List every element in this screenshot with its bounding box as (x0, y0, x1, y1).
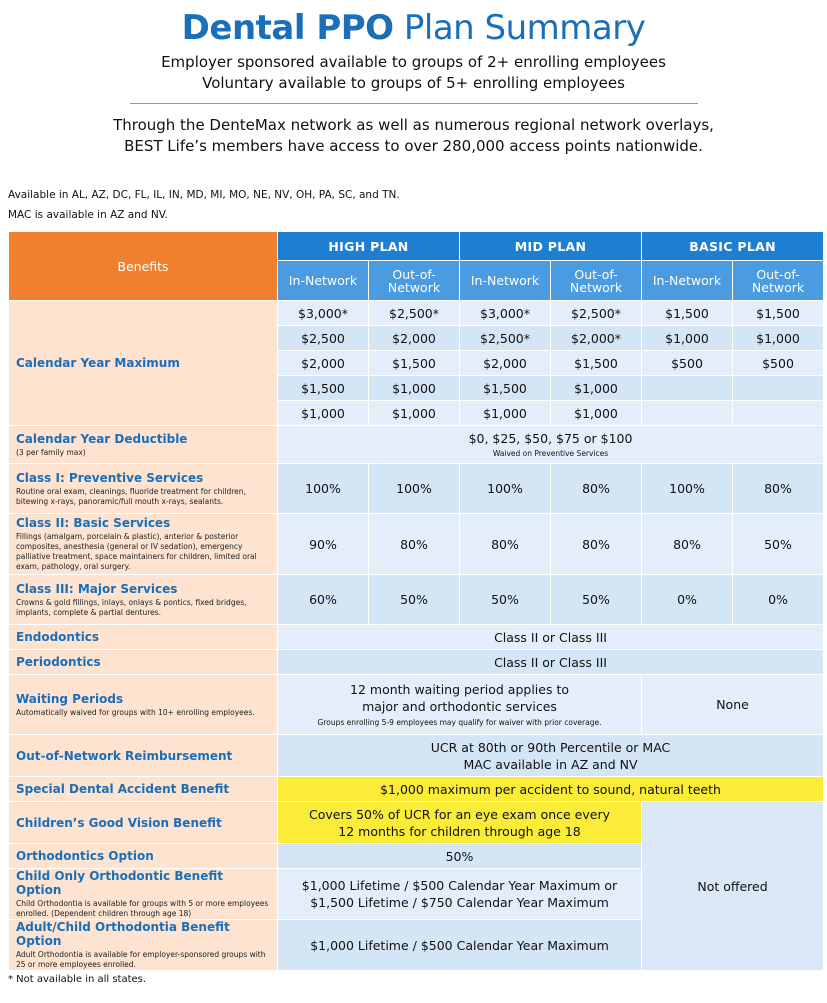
cym-cell: $2,500* (369, 301, 460, 326)
child-ortho-value-1: $1,000 Lifetime / $500 Calendar Year Maximum or (301, 878, 618, 893)
class2-cell: 80% (551, 514, 642, 575)
cym-cell: $2,500 (278, 326, 369, 351)
accident-label-cell (9, 777, 278, 802)
oon-label: Out-of-Network Reimbursement (16, 748, 233, 763)
cym-cell: $1,000 (642, 326, 733, 351)
deductible-value-cell (278, 426, 824, 464)
child-ortho-desc: Child Orthodontia is available for groups with 5 or more employees enrolled. (Dependent children through age 18) (16, 899, 269, 918)
cym-cell: $2,000 (460, 351, 551, 376)
ortho-label: Orthodontics Option (16, 849, 154, 863)
waiting-value-cell (278, 675, 642, 735)
ortho-value: 50% (278, 844, 642, 869)
child-ortho-value-2: $1,500 Lifetime / $750 Calendar Year Maximum (310, 895, 609, 910)
waiting-label: Waiting Periods (16, 691, 124, 706)
cym-cell: $1,500 (733, 301, 824, 326)
vision-value-1: Covers 50% of UCR for an eye exam once every (309, 806, 610, 822)
endo-label-cell (9, 625, 278, 650)
basic-plan-header: BASIC PLAN (642, 232, 824, 261)
class3-cell: 0% (642, 575, 733, 625)
cym-cell (733, 376, 824, 401)
cym-label-cell (9, 301, 278, 426)
benefits-header: Benefits (9, 232, 278, 301)
endo-label: Endodontics (16, 630, 100, 644)
child-ortho-label: Child Only Orthodontic Benefit Option (16, 869, 223, 897)
class1-desc: Routine oral exam, cleanings, fluoride treatment for children, bitewing x-rays, panoramic/full mouth x-rays, sealants. (16, 486, 246, 506)
intro-line-1: Through the DenteMax network as well as numerous regional network overlays, (113, 116, 714, 134)
basic-out-network-header: Out-of-Network (733, 261, 824, 301)
high-plan-header: HIGH PLAN (278, 232, 460, 261)
cym-cell: $3,000* (460, 301, 551, 326)
class3-desc: Crowns & gold fillings, inlays, onlays & pontics, fixed bridges, implants, complete & partial dentures. (16, 597, 247, 617)
subtitle-voluntary: Voluntary available to groups of 5+ enrolling employees (202, 74, 625, 92)
adult-ortho-label-cell (9, 920, 278, 971)
cym-cell: $2,000* (551, 326, 642, 351)
high-in-network-header: In-Network (278, 261, 369, 301)
adult-ortho-desc: Adult Orthodontia is available for employer-sponsored groups with 25 or more employees enrolled. (16, 950, 266, 969)
vision-value-2: 12 months for children through age 18 (338, 823, 581, 839)
title-light: Plan Summary (403, 8, 646, 48)
class1-cell: 100% (369, 464, 460, 514)
class3-label-cell (9, 575, 278, 625)
class3-label: Class III: Major Services (16, 581, 178, 596)
cym-cell: $2,500* (551, 301, 642, 326)
cym-cell (642, 376, 733, 401)
ortho-label-cell (9, 844, 278, 869)
title-bold: Dental PPO (181, 8, 394, 48)
class3-cell: 50% (369, 575, 460, 625)
waiting-label-cell (9, 675, 278, 735)
class3-cell: 50% (460, 575, 551, 625)
mid-plan-header: MID PLAN (460, 232, 642, 261)
page-title (0, 8, 827, 48)
child-ortho-value-cell (278, 869, 642, 920)
vision-value-cell (278, 802, 642, 844)
cym-cell: $1,500 (369, 351, 460, 376)
class3-cell: 50% (551, 575, 642, 625)
divider (130, 103, 698, 104)
deductible-value: $0, $25, $50, $75 or $100 (468, 431, 633, 446)
waiting-value-2: major and orthodontic services (362, 699, 557, 714)
class1-label: Class I: Preventive Services (16, 470, 204, 485)
high-out-network-header: Out-of-Network (369, 261, 460, 301)
deductible-note: Waived on Preventive Services (492, 449, 609, 458)
footnote: * Not available in all states. (8, 974, 147, 985)
cym-cell (733, 401, 824, 426)
cym-cell: $1,500 (460, 376, 551, 401)
mac-note: MAC is available in AZ and NV. (8, 209, 168, 221)
endo-value: Class II or Class III (278, 625, 824, 650)
cym-cell: $500 (642, 351, 733, 376)
cym-cell: $3,000* (278, 301, 369, 326)
not-offered-cell: Not offered (642, 802, 824, 971)
cym-cell: $1,000 (551, 376, 642, 401)
class1-cell: 80% (551, 464, 642, 514)
class2-label: Class II: Basic Services (16, 516, 171, 530)
mid-in-network-header: In-Network (460, 261, 551, 301)
deductible-desc: (3 per family max) (16, 447, 86, 457)
waiting-desc: Automatically waived for groups with 10+ enrolling employees. (16, 707, 255, 717)
cym-cell: $1,000 (369, 376, 460, 401)
class1-cell: 80% (733, 464, 824, 514)
class2-label-cell (9, 514, 278, 575)
class2-desc: Fillings (amalgam, porcelain & plastic), anterior & posterior composites, anesthesia (general or IV sedation), emergency palliative treatment, space maintainers for children, limited oral exam, pathology, oral surgery. (16, 532, 257, 571)
cym-cell: $2,500* (460, 326, 551, 351)
cym-cell: $1,000 (733, 326, 824, 351)
deductible-label-cell (9, 426, 278, 464)
class2-cell: 80% (642, 514, 733, 575)
waiting-basic-value: None (642, 675, 824, 735)
waiting-note: Groups enrolling 5-9 employees may qualify for waiver with prior coverage. (317, 718, 602, 727)
cym-cell: $1,000 (551, 401, 642, 426)
class2-cell: 90% (278, 514, 369, 575)
vision-label: Children’s Good Vision Benefit (16, 815, 222, 830)
class1-cell: 100% (642, 464, 733, 514)
class3-cell: 0% (733, 575, 824, 625)
cym-cell (642, 401, 733, 426)
intro-line-2: BEST Life’s members have access to over 280,000 access points nationwide. (124, 137, 703, 155)
cym-cell: $1,000 (278, 401, 369, 426)
class2-cell: 80% (460, 514, 551, 575)
plan-summary-table (8, 231, 824, 971)
class2-cell: 50% (733, 514, 824, 575)
availability-note: Available in AL, AZ, DC, FL, IL, IN, MD, MI, MO, NE, NV, OH, PA, SC, and TN. (8, 189, 400, 201)
deductible-label: Calendar Year Deductible (16, 431, 188, 446)
cym-cell: $1,000 (369, 401, 460, 426)
perio-label: Periodontics (16, 655, 101, 669)
class3-cell: 60% (278, 575, 369, 625)
perio-value: Class II or Class III (278, 650, 824, 675)
oon-label-cell (9, 735, 278, 777)
class1-cell: 100% (460, 464, 551, 514)
basic-in-network-header: In-Network (642, 261, 733, 301)
subtitle-employer: Employer sponsored available to groups of 2+ enrolling employees (161, 53, 666, 71)
adult-ortho-label: Adult/Child Orthodontia Benefit Option (16, 920, 230, 948)
adult-ortho-value: $1,000 Lifetime / $500 Calendar Year Maximum (278, 920, 642, 971)
cym-cell: $2,000 (278, 351, 369, 376)
accident-label: Special Dental Accident Benefit (16, 782, 230, 796)
vision-label-cell (9, 802, 278, 844)
cym-cell: $2,000 (369, 326, 460, 351)
class1-cell: 100% (278, 464, 369, 514)
oon-value-1: UCR at 80th or 90th Percentile or MAC (430, 739, 671, 755)
cym-cell: $500 (733, 351, 824, 376)
accident-value: $1,000 maximum per accident to sound, natural teeth (278, 777, 824, 802)
child-ortho-label-cell (9, 869, 278, 920)
waiting-value-1: 12 month waiting period applies to (350, 682, 569, 697)
oon-value-cell (278, 735, 824, 777)
class1-label-cell (9, 464, 278, 514)
cym-cell: $1,000 (460, 401, 551, 426)
cym-cell: $1,500 (642, 301, 733, 326)
class2-cell: 80% (369, 514, 460, 575)
cym-cell: $1,500 (278, 376, 369, 401)
cym-cell: $1,500 (551, 351, 642, 376)
perio-label-cell (9, 650, 278, 675)
mid-out-network-header: Out-of-Network (551, 261, 642, 301)
cym-label: Calendar Year Maximum (16, 356, 180, 370)
oon-value-2: MAC available in AZ and NV (463, 756, 638, 772)
